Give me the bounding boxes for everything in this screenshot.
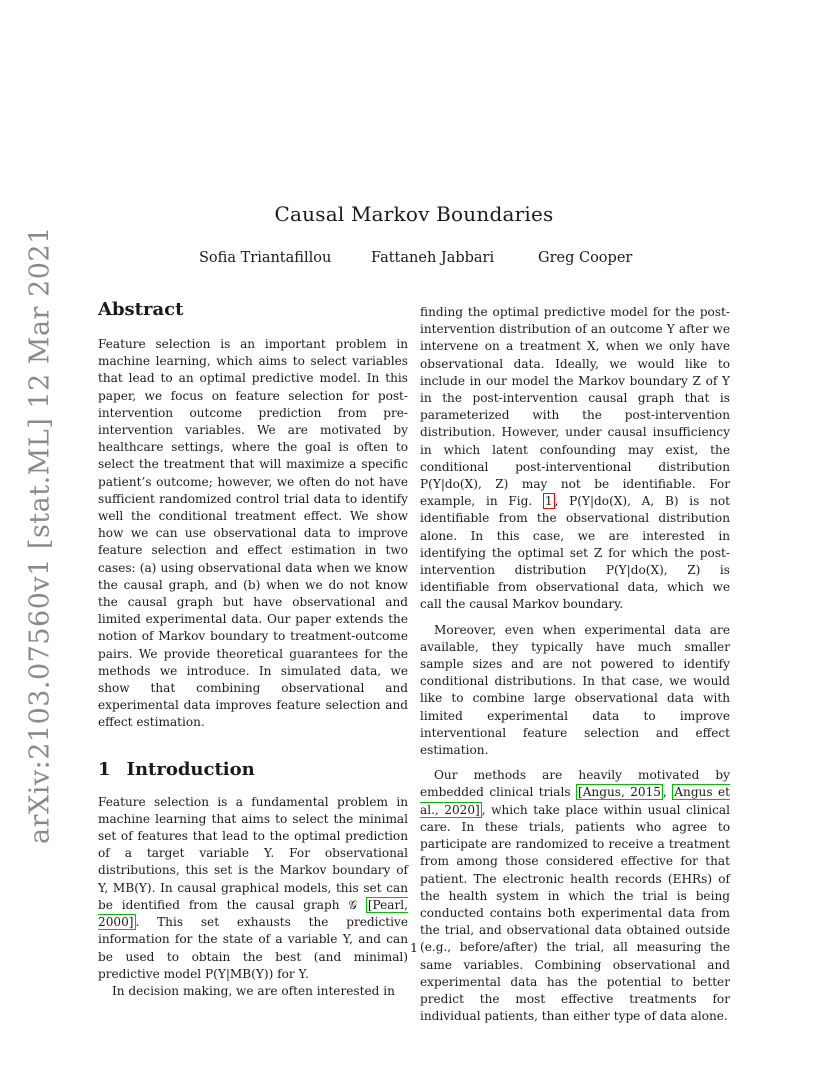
paper-title: Causal Markov Boundaries: [274, 202, 554, 226]
author-name: Fattaneh Jabbari: [371, 250, 495, 266]
body-paragraph: finding the optimal predictive model for the post-intervention distribution of an outcome Y after we intervene on a treatment X, when we only have observational data. Ideally, we would like to include in our model the Markov boundary Z of Y in the post-intervention causal graph that is parameterized with the post-intervention distribution. However, under causal insufficiency in which latent confounding may exist, the conditional post-interventional distribution P(Y|do(X), Z) may not be identifiable. For example, in Fig. 1 , P(Y|do(X), A, B) is not identifiable from the observational distribution alone. In this case, we are interested in identifying the optimal set Z for which the post-intervention distribution P(Y|do(X), Z) is identifiable from observational data, which we call the causal Markov boundary.: [420, 305, 730, 612]
figure-reference-link[interactable]: 1: [544, 494, 553, 509]
intro-paragraph: Feature selection is a fundamental problem in machine learning that aims to select the minimal set of features that lead to the optimal prediction of a target variable Y. For observational distributions, this set is the Markov boundary of Y, MB(Y). In causal graphical models, this set can be identified from the causal graph 𝒢 [Pearl, 2000] . This set exhausts the predictive information for the state of a variable Y, and can be used to obtain the best (and minimal) predictive model P(Y|MB(Y)) for Y.: [98, 794, 408, 981]
body-paragraph: Our methods are heavily motivated by embedded clinical trials [Angus, 2015 , Angus et al., 2020] , which take place within usual clinical care. In these trials, patients who agree to participate are randomized to receive a treatment from among those considered effective for that patient. The electronic health records (EHRs) of the health system in which the trial is being conducted contains both experimental data from the trial, and observational data obtained outside (e.g., before/after) the trial, all measuring the same variables. Combining observational and experimental data has the potential to better predict the most effective treatments for individual patients, than either type of data alone.: [420, 768, 730, 1024]
author-name: Greg Cooper: [538, 250, 633, 266]
author-name: Sofia Triantafillou: [199, 250, 332, 266]
section-heading-introduction: [98, 758, 408, 782]
abstract-text: Feature selection is an important problem in machine learning, which aims to select variables that lead to an optimal predictive model. In this paper, we focus on feature selection for post-intervention outcome prediction from pre-intervention variables. We are motivated by healthcare settings, where the goal is often to select the treatment that will maximize a specific patient’s outcome; however, we often do not have sufficient randomized control trial data to identify well the conditional treatment effect. We show how we can use observational data to improve feature selection and effect estimation in two cases: (a) using observational data when we know the causal graph, and (b) when we do not know the causal graph but have observational and limited experimental data. Our paper extends the notion of Markov boundary to treatment-outcome pairs. We provide theoretical guarantees for the methods we introduce. In simulated data, we show that combining observational and experimental data improves feature selection and effect estimation.: [98, 337, 408, 730]
arxiv-identifier: arXiv:2103.07560v1 [stat.ML] 12 Mar 2021: [24, 226, 56, 844]
intro-paragraph: In decision making, we are often interested in: [112, 983, 395, 998]
author-list: [0, 250, 828, 274]
citation-link[interactable]: [Angus, 2015: [577, 785, 662, 800]
body-paragraph: Moreover, even when experimental data are available, they typically have much smaller sample sizes and are not powered to identify conditional distributions. In that case, we would like to combine large observational data with limited experimental data to improve interventional feature selection and effect estimation.: [420, 622, 730, 758]
abstract-heading: Abstract: [98, 299, 184, 320]
section-number: 1: [98, 758, 111, 780]
page-number: 1: [410, 940, 418, 955]
right-column: [420, 304, 730, 1025]
section-title: Introduction: [126, 758, 255, 780]
citation-link[interactable]: [Pearl, 2000]: [98, 897, 408, 930]
citation-link[interactable]: Angus et al., 2020]: [420, 785, 730, 817]
left-column: [98, 298, 408, 1000]
